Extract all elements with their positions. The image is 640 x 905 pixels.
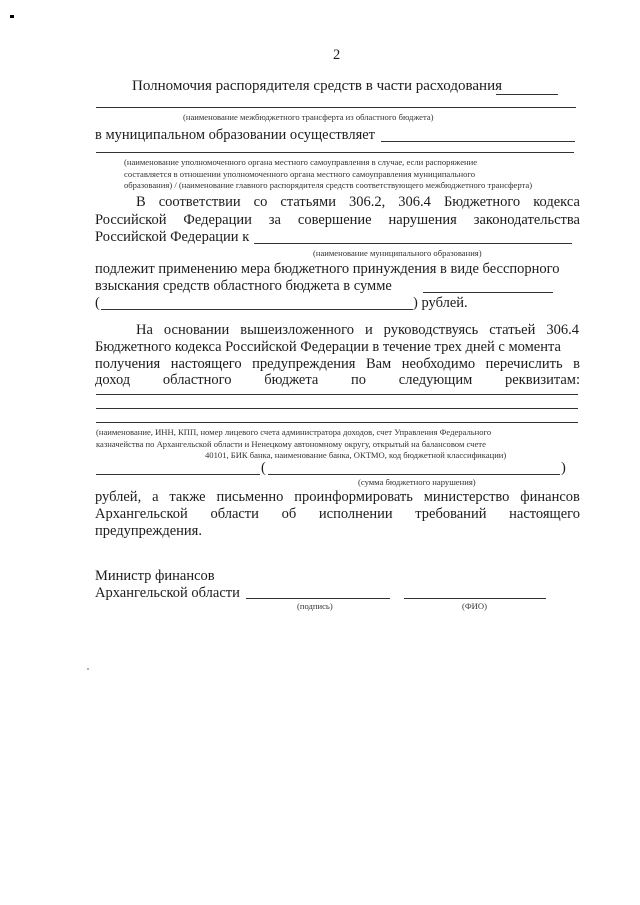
- fill-line-authorized-body: [96, 152, 574, 153]
- word: по: [351, 372, 367, 388]
- word: а: [152, 489, 159, 505]
- paragraph-3-line-4: [95, 373, 580, 388]
- word: соответствии: [158, 194, 241, 210]
- caption-municipality-name: (наименование муниципального образования): [313, 248, 482, 258]
- word: реквизитам:: [505, 372, 580, 388]
- caption-requisites-2: казначейства по Архангельской области и Ненецкому автономному округу, открытый на балансовом счете: [96, 439, 486, 449]
- caption-authorized-body-1: (наименование уполномоченного органа местного самоуправления в случае, если распоряжение: [124, 157, 478, 167]
- word: Российской: [95, 212, 167, 228]
- word: руководствуясь: [383, 322, 479, 338]
- paragraph-3-line-3: [95, 357, 580, 372]
- fill-line-municipality: [381, 141, 575, 142]
- word: нарушения: [388, 212, 457, 228]
- caption-authorized-body-2: составляется в отношении уполномоченного органа местного самоуправления муниципального: [124, 169, 476, 179]
- paragraph-1-line-3: Российской Федерации к: [95, 229, 250, 245]
- word: рублей,: [95, 489, 142, 505]
- word: Федерации: [183, 212, 252, 228]
- caption-violation-sum: (сумма бюджетного нарушения): [358, 477, 476, 487]
- word: настоящего: [170, 356, 242, 372]
- word: области: [210, 506, 259, 522]
- paragraph-3-line-1: [136, 323, 579, 338]
- scan-speck: [87, 668, 89, 670]
- word: также: [169, 489, 206, 505]
- word: получения: [95, 356, 161, 372]
- sum-open: (: [261, 460, 266, 476]
- word: доход: [95, 372, 131, 388]
- municipality-line-text: в муниципальном образовании осуществляет: [95, 127, 376, 143]
- word: бюджета: [264, 372, 319, 388]
- fill-line-requisites-2: [96, 408, 578, 409]
- paragraph-3-line-2: Бюджетного кодекса Российской Федерации в течение трех дней с момента: [95, 339, 561, 355]
- fill-line-transfer: [96, 107, 576, 108]
- page-number: 2: [333, 47, 341, 63]
- word: областного: [162, 372, 232, 388]
- word: кодекса: [533, 194, 580, 210]
- word: и: [364, 322, 373, 338]
- word: настоящего: [509, 506, 580, 522]
- fill-line-title: [496, 94, 558, 95]
- word: основании: [163, 322, 230, 338]
- word: статьями: [280, 194, 336, 210]
- fill-line-sum-words: [101, 309, 413, 310]
- word: 306.2,: [349, 194, 386, 210]
- word: предупреждения: [252, 356, 356, 372]
- document-title: Полномочия распорядителя средств в части расходования: [132, 78, 502, 94]
- word: вышеизложенного: [240, 322, 354, 338]
- word: об: [281, 506, 297, 522]
- paragraph-2-line-1: подлежит применению мера бюджетного принуждения в виде бесспорного: [95, 261, 560, 277]
- paragraph-2-line-2: взыскания средств областного бюджета в сумме: [95, 278, 392, 294]
- word: На: [136, 322, 153, 338]
- sum-close: ): [561, 460, 566, 476]
- fill-line-sum: [423, 292, 553, 293]
- word: необходимо: [401, 356, 476, 372]
- word: за: [268, 212, 281, 228]
- word: в: [573, 356, 580, 372]
- word: исполнении: [318, 506, 393, 522]
- paragraph-2-open: (: [95, 295, 100, 311]
- caption-requisites-3: 40101, БИК банка, наименование банка, ОКТМО, код бюджетной классификации): [205, 450, 507, 460]
- caption-requisites-1: (наименование, ИНН, КПП, номер лицевого счета администратора доходов, счет Управления Федерального: [96, 427, 492, 437]
- caption-fio: (ФИО): [462, 601, 487, 611]
- paragraph-4-line-3: предупреждения.: [95, 523, 202, 539]
- word: министерство: [423, 489, 510, 505]
- fill-line-municipality-name: [254, 243, 572, 244]
- word: проинформировать: [294, 489, 413, 505]
- word: перечислить: [485, 356, 563, 372]
- word: 306.4: [546, 322, 579, 338]
- word: совершение: [297, 212, 372, 228]
- word: законодательства: [473, 212, 580, 228]
- word: В: [136, 194, 146, 210]
- signature-line: [246, 598, 390, 599]
- caption-transfer-name: (наименование межбюджетного трансферта из областного бюджета): [183, 112, 434, 122]
- signer-position: Министр финансов: [95, 568, 215, 584]
- fill-line-violation-sum: [268, 474, 560, 475]
- paragraph-4-line-2: [95, 507, 580, 522]
- paragraph-2-close: ) рублей.: [413, 295, 468, 311]
- caption-authorized-body-3: образования) / (наименование главного распорядителя средств соответствующего межбюджетного трансферта): [124, 180, 533, 190]
- fill-line-sum-digits: [96, 474, 260, 475]
- paragraph-1-line-1: [136, 195, 580, 210]
- word: письменно: [216, 489, 284, 505]
- word: со: [253, 194, 268, 210]
- signer-region: Архангельской области: [95, 585, 240, 601]
- word: Вам: [365, 356, 392, 372]
- paragraph-1-line-2: [95, 213, 580, 228]
- word: статьей: [489, 322, 536, 338]
- paragraph-4-line-1: [95, 490, 580, 505]
- word: финансов: [520, 489, 580, 505]
- caption-signature: (подпись): [297, 601, 333, 611]
- fill-line-requisites-3: [96, 422, 578, 423]
- scan-mark: [10, 15, 14, 18]
- fill-line-requisites-1: [96, 394, 578, 395]
- word: Бюджетного: [443, 194, 521, 210]
- fio-line: [404, 598, 546, 599]
- word: следующим: [398, 372, 473, 388]
- word: Архангельской: [95, 506, 188, 522]
- word: требований: [415, 506, 487, 522]
- word: 306.4: [398, 194, 431, 210]
